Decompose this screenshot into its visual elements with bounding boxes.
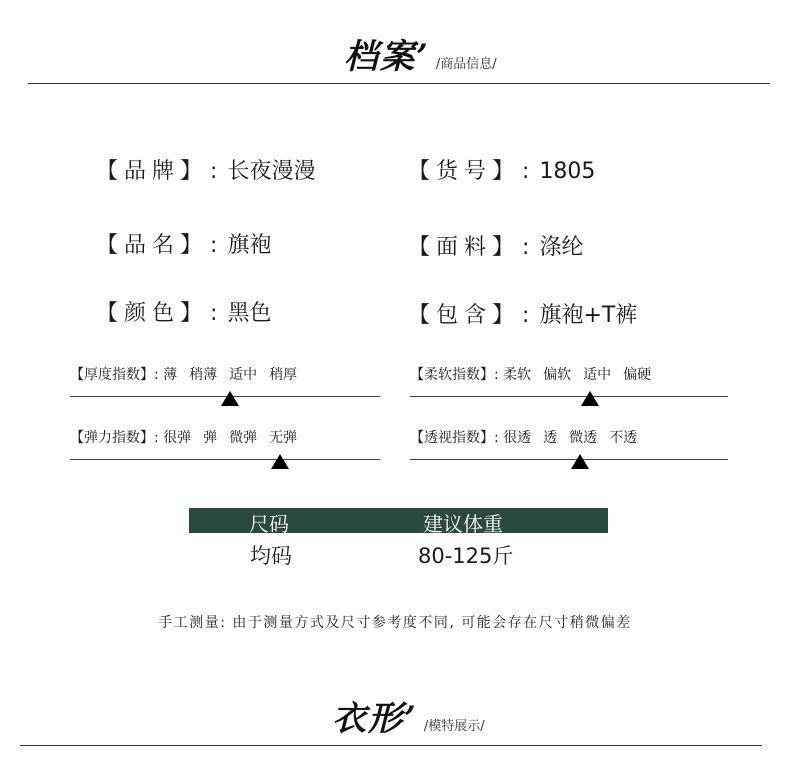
info-color: [96, 296, 271, 327]
indicator-option: 偏软: [543, 367, 572, 383]
measurement-note: 手工测量: 由于测量方式及尺寸参考度不同, 可能会存在尺寸稍微偏差: [158, 615, 632, 631]
info-colon: :: [210, 301, 218, 326]
size-table-header-size: 尺码: [249, 512, 289, 536]
indicator-scale-line: [70, 459, 380, 460]
header-divider: [28, 83, 770, 84]
info-value: 黑色: [227, 301, 272, 326]
indicator-softness: [410, 364, 728, 414]
indicator-scale-line: [410, 459, 728, 460]
indicator-label: 【弹力指数】:: [70, 430, 159, 446]
footer-divider: [20, 745, 762, 746]
info-value: 长夜漫漫: [227, 159, 316, 184]
indicator-option: 不透: [609, 430, 638, 446]
indicator-option: 偏硬: [623, 367, 652, 383]
info-colon: :: [522, 159, 530, 184]
indicator-option: 微透: [569, 430, 598, 446]
info-value: 1805: [539, 159, 596, 184]
indicator-option: 很透: [503, 430, 532, 446]
info-colon: :: [210, 233, 218, 258]
indicator-option: 柔软: [503, 367, 532, 383]
indicator-label: 【柔软指数】:: [410, 367, 499, 383]
indicator-option: 适中: [583, 367, 612, 383]
info-label: 【品牌】: [96, 159, 209, 184]
indicator-marker-triangle: [271, 454, 289, 469]
info-value: 涤纶: [539, 235, 584, 260]
info-label: 【包含】: [408, 303, 521, 328]
info-contents: [408, 298, 637, 329]
info-value: 旗袍: [227, 233, 272, 258]
indicator-elasticity: [70, 427, 380, 477]
info-name: [96, 228, 271, 259]
section-subtitle: /商品信息/: [435, 57, 497, 72]
section-title: 档案’: [344, 37, 430, 77]
info-colon: :: [522, 303, 530, 328]
size-table-header: [189, 508, 608, 536]
indicator-marker-triangle: [571, 454, 589, 469]
indicator-option: 透: [543, 430, 558, 446]
indicator-option: 微弹: [229, 430, 258, 446]
indicator-option: 弹: [203, 430, 218, 446]
info-colon: :: [522, 235, 530, 260]
section-header-archive: [344, 37, 497, 77]
indicator-option: 稍厚: [269, 367, 298, 383]
section-title: 衣形’: [332, 699, 418, 739]
indicator-marker-triangle: [221, 391, 239, 406]
indicator-scale-line: [410, 396, 728, 397]
info-label: 【颜色】: [96, 301, 209, 326]
section-header-model: [332, 699, 485, 739]
info-label: 【品名】: [96, 233, 209, 258]
indicator-option: 稍薄: [189, 367, 218, 383]
indicator-label: 【透视指数】:: [410, 430, 499, 446]
info-item-no: [408, 154, 595, 185]
indicator-option: 适中: [229, 367, 258, 383]
info-label: 【面料】: [408, 235, 521, 260]
indicator-label: 【厚度指数】:: [70, 367, 159, 383]
info-colon: :: [210, 159, 218, 184]
size-table-cell-weight: 80-125斤: [418, 544, 514, 568]
indicator-option: 无弹: [269, 430, 298, 446]
indicator-thickness: [70, 364, 380, 414]
info-fabric: [408, 230, 583, 261]
info-value: 旗袍+T裤: [539, 303, 638, 328]
info-label: 【货号】: [408, 159, 521, 184]
indicator-marker-triangle: [581, 391, 599, 406]
indicator-option: 很弹: [163, 430, 192, 446]
section-subtitle: /模特展示/: [423, 719, 485, 734]
size-table-cell-size: 均码: [250, 544, 292, 568]
indicator-option: 薄: [163, 367, 178, 383]
info-brand: [96, 154, 315, 185]
size-table-row: [189, 540, 608, 570]
size-table-header-weight: 建议体重: [423, 512, 503, 536]
indicator-transparency: [410, 427, 728, 477]
